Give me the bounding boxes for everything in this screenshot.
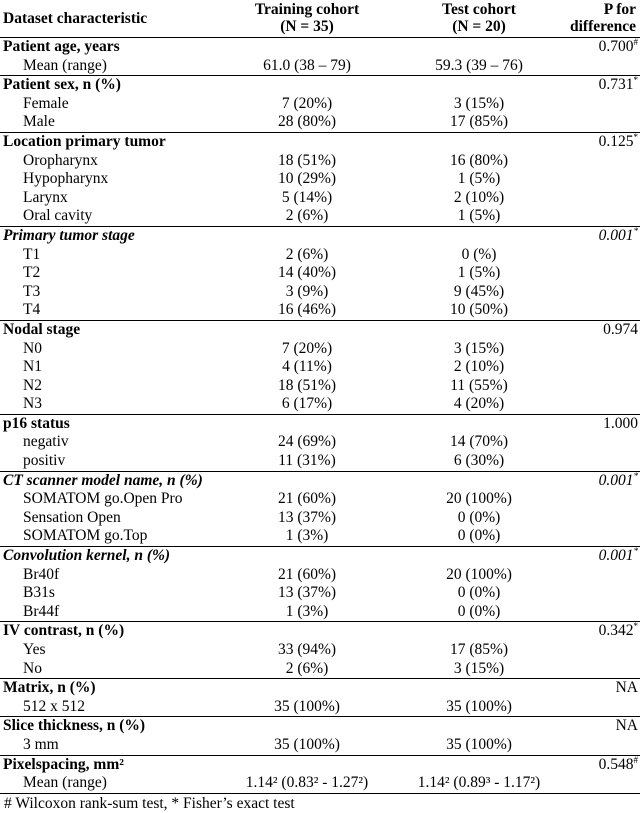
row-label: Oropharynx xyxy=(23,151,98,169)
section-label: Location primary tumor xyxy=(0,132,218,151)
test-value: 20 (100%) xyxy=(446,490,512,508)
table-row xyxy=(0,264,640,283)
empty-cell xyxy=(562,189,640,208)
section-row xyxy=(0,471,640,490)
training-value: 35 (100%) xyxy=(274,735,340,753)
table-row xyxy=(0,395,640,414)
table-body xyxy=(0,38,640,794)
empty-cell xyxy=(562,170,640,189)
test-value: 14 (70%) xyxy=(449,433,509,451)
section-label: Patient sex, n (%) xyxy=(0,76,218,95)
p-value: NA xyxy=(615,717,638,735)
section-label: Pixelspacing, mm² xyxy=(0,755,218,774)
test-value: 10 (50%) xyxy=(449,301,509,319)
section-label: p16 status xyxy=(0,414,218,433)
section-label: Convolution kernel, n (%) xyxy=(0,547,218,566)
p-value: 0.001 xyxy=(598,226,634,244)
row-label: N1 xyxy=(23,358,42,376)
test-value: 59.3 (39 – 76) xyxy=(435,56,523,74)
section-row xyxy=(0,717,640,736)
table-row xyxy=(0,603,640,622)
p-value-cell xyxy=(562,132,640,151)
p-value-cell xyxy=(562,414,640,433)
p-test-marker: * xyxy=(633,621,638,632)
p-value-cell xyxy=(562,226,640,245)
table-row xyxy=(0,509,640,528)
p-value-cell xyxy=(562,471,640,490)
row-label: SOMATOM go.Top xyxy=(23,527,148,545)
empty-cell xyxy=(396,38,562,57)
row-label: SOMATOM go.Open Pro xyxy=(23,490,183,508)
empty-cell xyxy=(396,76,562,95)
test-value: 9 (45%) xyxy=(453,282,505,300)
empty-cell xyxy=(218,38,396,57)
training-value: 2 (6%) xyxy=(285,245,329,263)
empty-cell xyxy=(562,152,640,171)
row-label: T1 xyxy=(23,245,41,263)
training-value: 7 (20%) xyxy=(281,339,333,357)
section-row xyxy=(0,226,640,245)
row-label: Yes xyxy=(23,641,46,658)
training-value: 13 (37%) xyxy=(277,584,337,602)
table-row xyxy=(0,358,640,377)
empty-cell xyxy=(396,547,562,566)
table-row xyxy=(0,57,640,76)
test-value: 2 (10%) xyxy=(453,358,505,376)
empty-cell xyxy=(218,717,396,736)
test-value: 1.14² (0.89³ - 1.17²) xyxy=(396,774,562,793)
p-test-marker: # xyxy=(633,37,638,47)
header-test-title: Test cohort xyxy=(442,1,516,18)
test-value: 0 (0%) xyxy=(457,508,501,526)
empty-cell xyxy=(562,264,640,283)
section-label: Slice thickness, n (%) xyxy=(0,717,218,736)
empty-cell xyxy=(218,226,396,245)
empty-cell xyxy=(396,755,562,774)
p-value: 0.731 xyxy=(598,76,634,94)
test-value: 16 (80%) xyxy=(449,151,509,169)
training-value: 13 (37%) xyxy=(277,508,337,526)
row-label: 512 x 512 xyxy=(23,697,85,715)
empty-cell xyxy=(562,641,640,660)
empty-cell xyxy=(562,340,640,359)
section-label: Nodal stage xyxy=(0,320,218,339)
empty-cell xyxy=(562,57,640,76)
table-row xyxy=(0,95,640,114)
row-label: Male xyxy=(23,113,55,131)
table-row xyxy=(0,301,640,320)
row-label: T2 xyxy=(23,264,41,282)
table-row xyxy=(0,774,640,793)
row-label: Br44f xyxy=(23,602,60,620)
training-value: 28 (80%) xyxy=(277,113,337,131)
section-row xyxy=(0,76,640,95)
p-value: 0.974 xyxy=(603,320,638,338)
section-row xyxy=(0,38,640,57)
section-row xyxy=(0,320,640,339)
empty-cell xyxy=(562,395,640,414)
empty-cell xyxy=(218,320,396,339)
test-value: 35 (100%) xyxy=(446,735,512,753)
empty-cell xyxy=(562,95,640,114)
training-value: 3 (9%) xyxy=(285,282,329,300)
empty-cell xyxy=(396,622,562,641)
test-value: 1 (5%) xyxy=(457,207,501,225)
row-label: 3 mm xyxy=(23,735,59,753)
empty-cell xyxy=(396,132,562,151)
header-training-title: Training cohort xyxy=(254,1,360,18)
row-label: Mean (range) xyxy=(0,774,218,793)
training-value: 6 (17%) xyxy=(281,395,333,413)
table-row xyxy=(0,170,640,189)
empty-cell xyxy=(562,207,640,226)
test-value: 4 (20%) xyxy=(453,395,505,413)
p-test-marker: * xyxy=(633,546,638,557)
p-test-marker: * xyxy=(633,131,638,142)
row-label: Female xyxy=(23,94,69,112)
section-label: Primary tumor stage xyxy=(0,226,218,245)
p-value-cell xyxy=(562,320,640,339)
training-value: 61.0 (38 – 79) xyxy=(263,56,351,74)
row-label: Br40f xyxy=(23,565,60,583)
p-test-marker: * xyxy=(633,225,638,236)
test-value: 1 (5%) xyxy=(457,264,501,282)
section-label: Matrix, n (%) xyxy=(0,679,218,698)
empty-cell xyxy=(562,377,640,396)
table-row xyxy=(0,189,640,208)
training-value: 1.14² (0.83² - 1.27²) xyxy=(218,774,396,793)
row-label: N0 xyxy=(23,339,42,357)
p-test-marker: * xyxy=(633,470,638,481)
empty-cell xyxy=(562,358,640,377)
header-p-line2: difference xyxy=(570,18,636,35)
section-label: Patient age, years xyxy=(0,38,218,57)
test-value: 17 (85%) xyxy=(449,641,509,658)
p-value: 1.000 xyxy=(603,414,638,432)
header-training-cohort xyxy=(218,0,396,38)
section-row xyxy=(0,132,640,151)
row-label: Oral cavity xyxy=(23,207,93,225)
test-value: 0 (0%) xyxy=(457,602,501,620)
table-footnote: # Wilcoxon rank-sum test, * Fisher’s exact test xyxy=(4,794,295,812)
p-test-marker: * xyxy=(633,75,638,86)
empty-cell xyxy=(562,566,640,585)
empty-cell xyxy=(562,490,640,509)
empty-cell xyxy=(562,603,640,622)
test-value: 2 (10%) xyxy=(453,188,505,206)
test-value: 17 (85%) xyxy=(449,113,509,131)
training-value: 10 (29%) xyxy=(277,170,337,188)
section-row xyxy=(0,414,640,433)
test-value: 3 (15%) xyxy=(453,339,505,357)
p-value: NA xyxy=(615,679,638,697)
header-characteristic: Dataset characteristic xyxy=(0,0,218,38)
empty-cell xyxy=(562,283,640,302)
table-row xyxy=(0,152,640,171)
p-value-cell xyxy=(562,547,640,566)
p-value: 0.125 xyxy=(598,132,634,150)
header-test-n: (N = 20) xyxy=(452,18,506,35)
test-value: 11 (55%) xyxy=(450,376,508,394)
table-row xyxy=(0,490,640,509)
table-row xyxy=(0,377,640,396)
test-value: 3 (15%) xyxy=(453,659,505,677)
empty-cell xyxy=(562,584,640,603)
training-value: 11 (31%) xyxy=(278,452,336,470)
empty-cell xyxy=(218,414,396,433)
empty-cell xyxy=(562,774,640,793)
empty-cell xyxy=(218,471,396,490)
p-value-cell xyxy=(562,76,640,95)
row-label: T3 xyxy=(23,282,41,300)
p-value-cell xyxy=(562,679,640,698)
header-test-cohort xyxy=(396,0,562,38)
empty-cell xyxy=(218,76,396,95)
header-row xyxy=(0,0,640,38)
training-value: 16 (46%) xyxy=(277,301,337,319)
empty-cell xyxy=(396,679,562,698)
empty-cell xyxy=(396,320,562,339)
training-value: 18 (51%) xyxy=(277,376,337,394)
training-value: 1 (3%) xyxy=(285,527,329,545)
row-label: B31s xyxy=(23,584,55,602)
empty-cell xyxy=(562,113,640,132)
empty-cell xyxy=(562,246,640,265)
table-row xyxy=(0,113,640,132)
p-value-cell xyxy=(562,622,640,641)
training-value: 4 (11%) xyxy=(282,358,332,376)
test-value: 6 (30%) xyxy=(453,452,505,470)
section-row xyxy=(0,755,640,774)
empty-cell xyxy=(562,527,640,546)
header-training-n: (N = 35) xyxy=(280,18,334,35)
training-value: 7 (20%) xyxy=(281,94,333,112)
table-row xyxy=(0,433,640,452)
row-label: N2 xyxy=(23,376,42,394)
training-value: 2 (6%) xyxy=(285,207,329,225)
table-row xyxy=(0,698,640,717)
training-value: 21 (60%) xyxy=(277,565,337,583)
empty-cell xyxy=(396,717,562,736)
p-value: 0.342 xyxy=(598,622,634,640)
empty-cell xyxy=(396,226,562,245)
training-value: 35 (100%) xyxy=(274,697,340,715)
table-row xyxy=(0,641,640,660)
empty-cell xyxy=(218,679,396,698)
table-row xyxy=(0,207,640,226)
table-row xyxy=(0,660,640,679)
table-row xyxy=(0,584,640,603)
row-label: No xyxy=(23,659,42,677)
section-row xyxy=(0,679,640,698)
row-label: Sensation Open xyxy=(23,508,121,526)
test-value: 1 (5%) xyxy=(457,170,501,188)
training-value: 14 (40%) xyxy=(277,264,337,282)
training-value: 2 (6%) xyxy=(285,659,329,677)
empty-cell xyxy=(218,622,396,641)
p-value-cell xyxy=(562,717,640,736)
empty-cell xyxy=(562,433,640,452)
test-value: 0 (%) xyxy=(461,245,497,263)
table-row xyxy=(0,246,640,265)
row-label: Larynx xyxy=(23,188,68,206)
test-value: 20 (100%) xyxy=(446,565,512,583)
empty-cell xyxy=(562,509,640,528)
empty-cell xyxy=(396,471,562,490)
table-row xyxy=(0,736,640,755)
empty-cell xyxy=(562,736,640,755)
training-value: 24 (69%) xyxy=(277,433,337,451)
p-value: 0.548 xyxy=(598,755,634,773)
empty-cell xyxy=(562,452,640,471)
training-value: 21 (60%) xyxy=(277,490,337,508)
test-value: 0 (0%) xyxy=(457,584,501,602)
empty-cell xyxy=(562,698,640,717)
test-value: 3 (15%) xyxy=(453,94,505,112)
training-value: 33 (94%) xyxy=(277,641,337,658)
table-row xyxy=(0,527,640,546)
test-value: 0 (0%) xyxy=(457,527,501,545)
table-row xyxy=(0,452,640,471)
training-value: 1 (3%) xyxy=(285,602,329,620)
row-label: positiv xyxy=(23,452,66,470)
empty-cell xyxy=(562,660,640,679)
row-label: Mean (range) xyxy=(23,56,107,74)
p-test-marker: # xyxy=(633,754,638,765)
row-label: negativ xyxy=(23,433,69,451)
row-label: N3 xyxy=(23,395,42,413)
table-row xyxy=(0,340,640,359)
empty-cell xyxy=(562,301,640,320)
table-row xyxy=(0,283,640,302)
row-label: Hypopharynx xyxy=(23,170,109,188)
p-value: 0.700 xyxy=(598,38,634,55)
table-row xyxy=(0,566,640,585)
empty-cell xyxy=(218,132,396,151)
row-label: T4 xyxy=(23,301,41,319)
p-value: 0.001 xyxy=(598,547,634,565)
p-value-cell xyxy=(562,755,640,774)
p-value-cell xyxy=(562,38,640,57)
training-value: 18 (51%) xyxy=(277,151,337,169)
empty-cell xyxy=(396,414,562,433)
training-value: 5 (14%) xyxy=(281,188,333,206)
header-p-line1: P for xyxy=(603,1,636,18)
empty-cell xyxy=(218,755,396,774)
section-label: IV contrast, n (%) xyxy=(0,622,218,641)
section-label: CT scanner model name, n (%) xyxy=(0,471,218,490)
test-value: 35 (100%) xyxy=(446,697,512,715)
empty-cell xyxy=(218,547,396,566)
section-row xyxy=(0,622,640,641)
header-p-value xyxy=(562,0,640,38)
p-value: 0.001 xyxy=(598,471,634,489)
section-row xyxy=(0,547,640,566)
